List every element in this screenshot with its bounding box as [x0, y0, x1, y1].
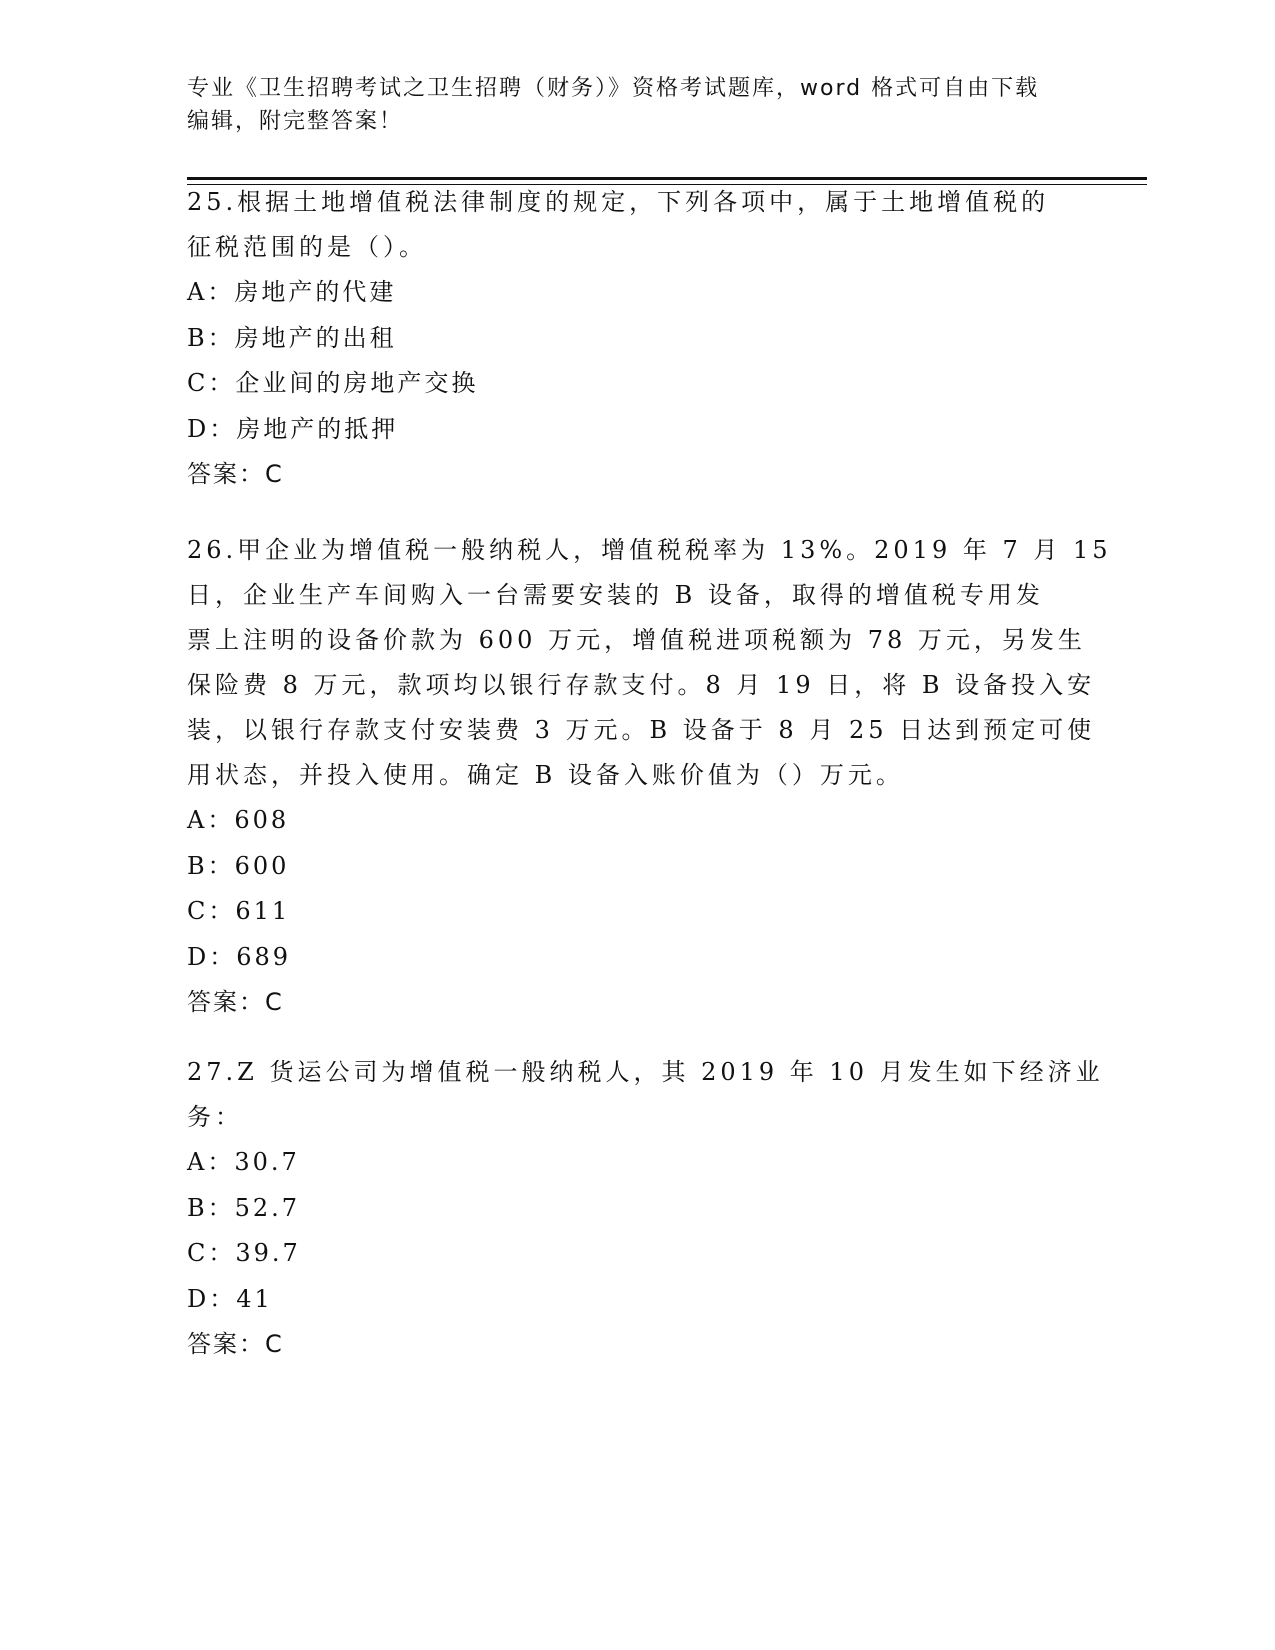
question-stem-line: 25.根据土地增值税法律制度的规定，下列各项中，属于土地增值税的: [187, 188, 1050, 216]
header-line-1: 专业《卫生招聘考试之卫生招聘（财务）》资格考试题库，word 格式可自由下载: [187, 76, 1040, 101]
document-header: [187, 72, 1067, 138]
question-stem-line: 日，企业生产车间购入一台需要安装的 B 设备，取得的增值税专用发: [187, 581, 1044, 609]
option-b: B：52.7: [187, 1193, 301, 1222]
question-stem-line: 征税范围的是（）。: [187, 233, 427, 261]
header-line-2: 编辑，附完整答案！: [187, 109, 404, 134]
option-a: A：房地产的代建: [187, 278, 397, 306]
option-a: A：30.7: [187, 1148, 300, 1176]
option-c: C：39.7: [187, 1239, 301, 1267]
option-c: C：611: [187, 897, 291, 925]
option-b: B：房地产的出租: [187, 323, 397, 352]
option-d: D：41: [187, 1284, 273, 1313]
question-stem-line: 票上注明的设备价款为 600 万元，增值税进项税额为 78 万元，另发生: [187, 626, 1086, 654]
question-stem-line: 27.Z 货运公司为增值税一般纳税人，其 2019 年 10 月发生如下经济业: [187, 1058, 1104, 1086]
option-d: D：689: [187, 942, 292, 971]
option-b: B：600: [187, 851, 290, 880]
question-stem-line: 务：: [187, 1103, 243, 1131]
question-25: [187, 180, 1087, 497]
question-26: [187, 528, 1112, 1025]
answer-label: 答案：C: [187, 988, 284, 1016]
question-stem-line: 保险费 8 万元，款项均以银行存款支付。8 月 19 日，将 B 设备投入安: [187, 671, 1096, 699]
answer-label: 答案：C: [187, 1330, 284, 1358]
option-c: C：企业间的房地产交换: [187, 369, 479, 397]
question-stem-line: 26.甲企业为增值税一般纳税人，增值税税率为 13%。2019 年 7 月 15: [187, 536, 1112, 564]
option-a: A：608: [187, 806, 290, 834]
option-d: D：房地产的抵押: [187, 414, 399, 443]
question-stem-line: 用状态，并投入使用。确定 B 设备入账价值为（）万元。: [187, 761, 904, 789]
question-stem-line: 装，以银行存款支付安装费 3 万元。B 设备于 8 月 25 日达到预定可使: [187, 716, 1096, 744]
question-27: [187, 1050, 1104, 1367]
answer-label: 答案：C: [187, 460, 284, 488]
